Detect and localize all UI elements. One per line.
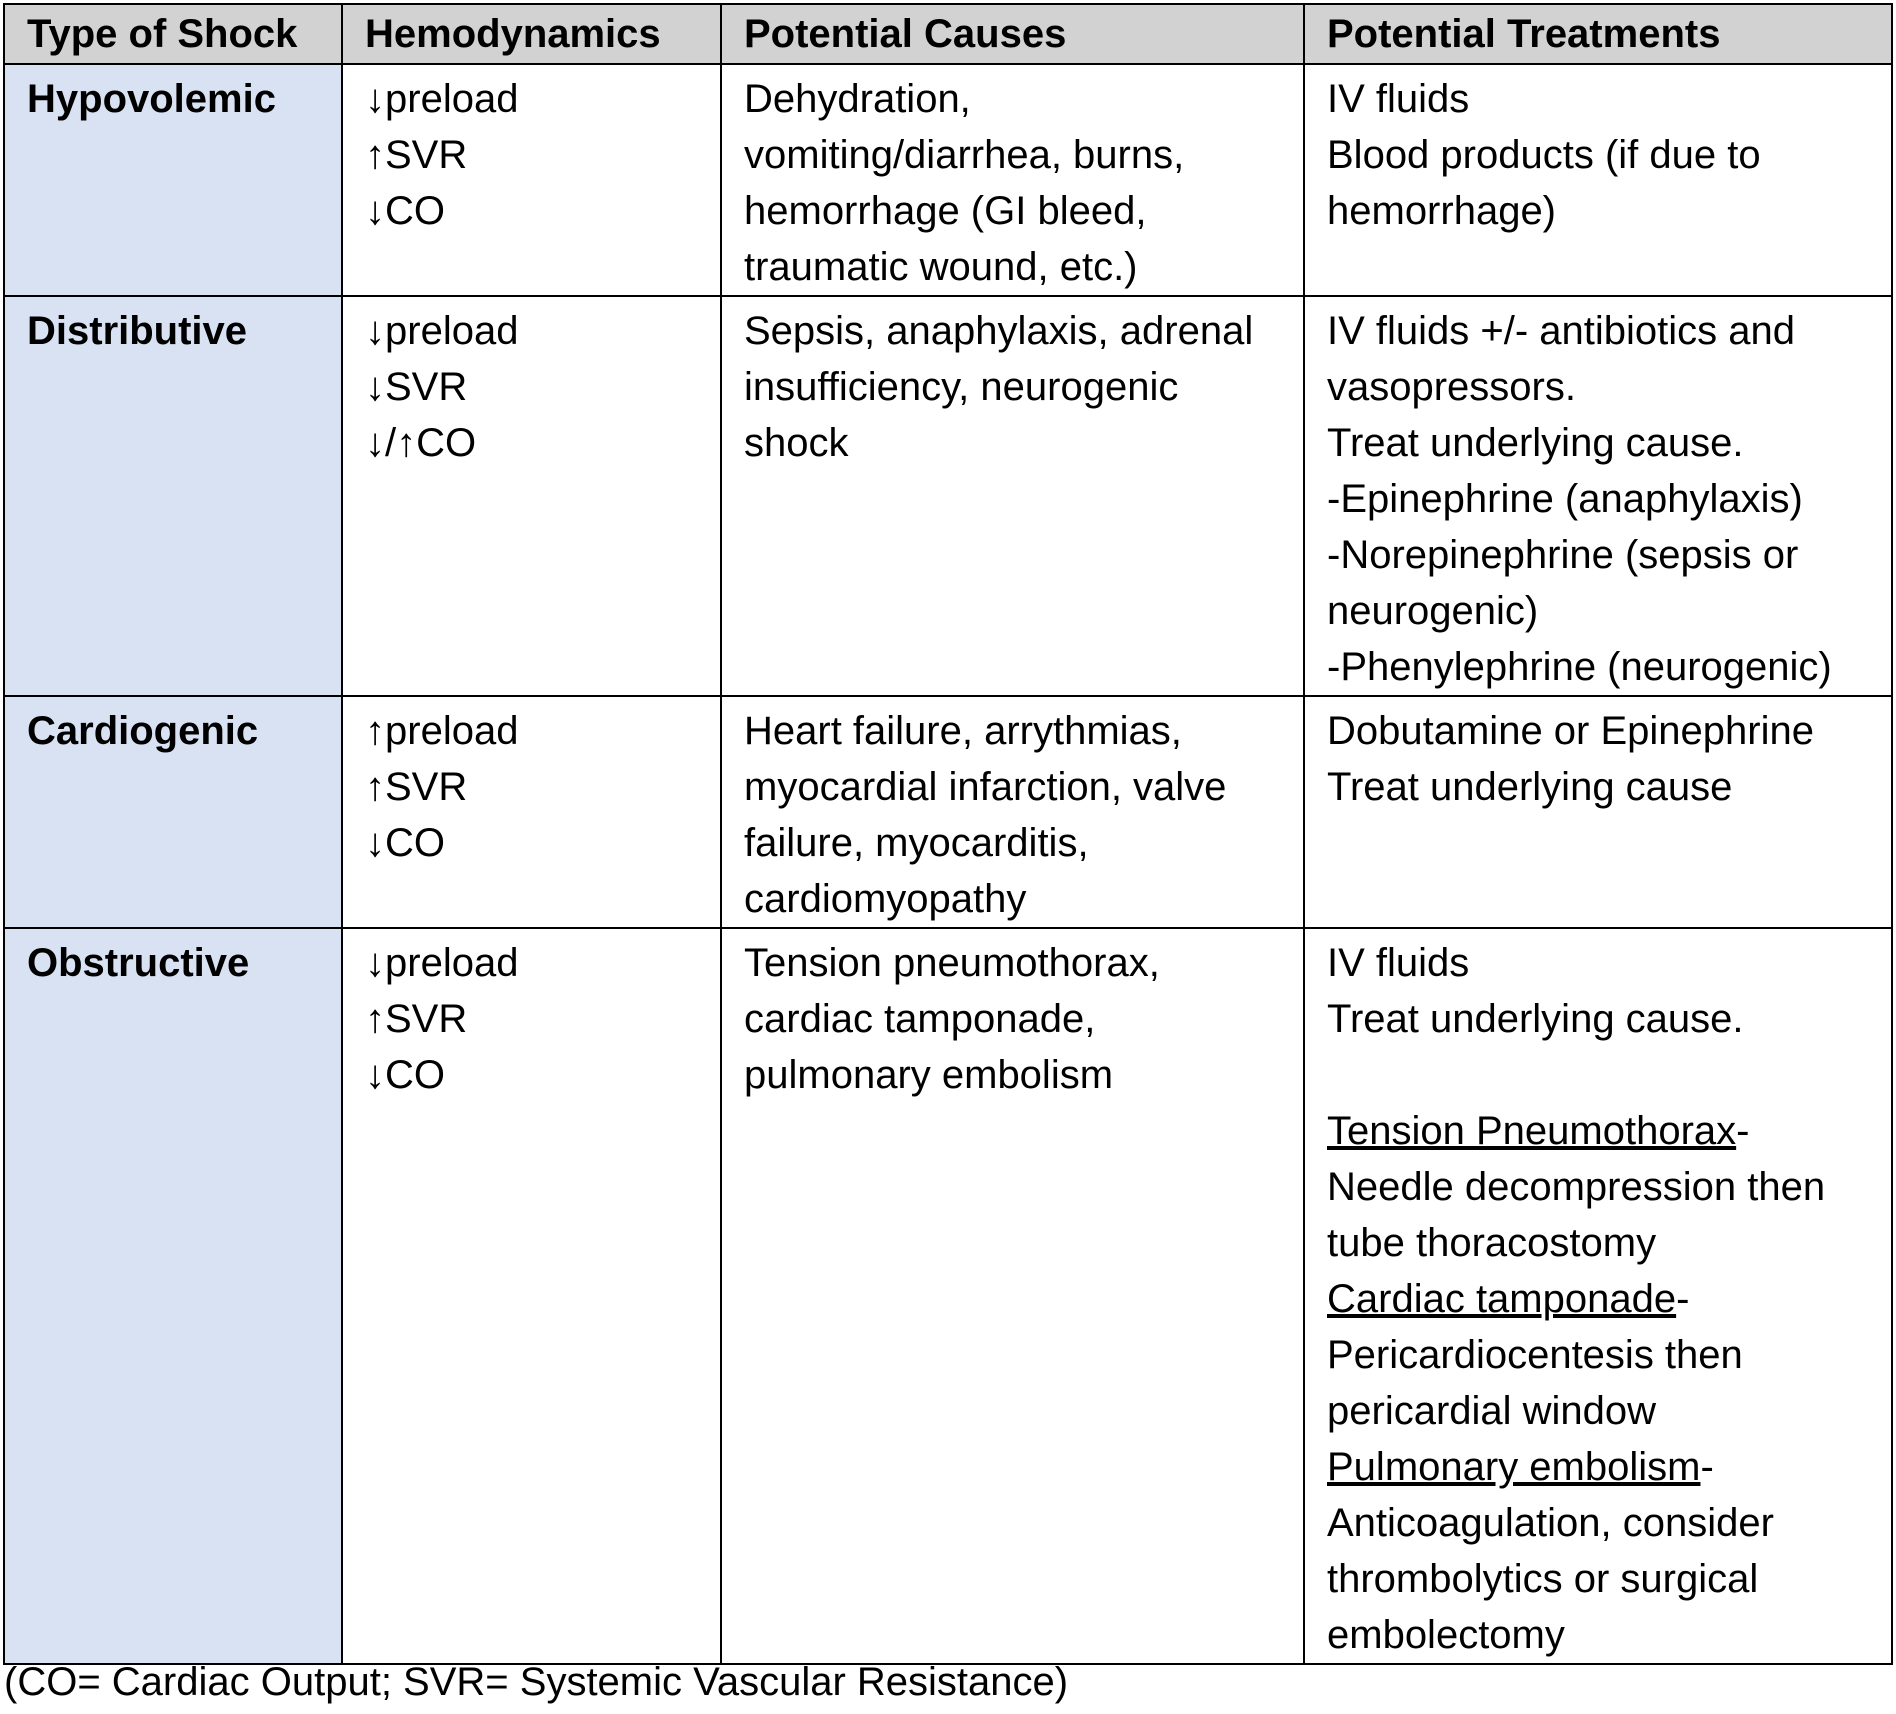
treatment-line: Dobutamine or Epinephrine [1327, 709, 1814, 753]
cause-line: cardiac tamponade, [744, 997, 1096, 1041]
hemodynamics-cell [342, 928, 721, 1664]
treatment-line: neurogenic) [1327, 589, 1539, 633]
treatment-line: -Norepinephrine (sepsis or [1327, 533, 1799, 577]
table-row-distributive [4, 296, 1892, 696]
treatment-line: -Epinephrine (anaphylaxis) [1327, 477, 1803, 521]
treatment-line: pericardial window [1327, 1389, 1657, 1433]
hemo-line: ↓CO [365, 189, 445, 233]
header-potential-causes: Potential Causes [721, 4, 1304, 64]
hemodynamics-cell [342, 296, 721, 696]
treatment-line: IV fluids [1327, 941, 1470, 985]
cause-line: Heart failure, arrythmias, [744, 709, 1182, 753]
cause-line: myocardial infarction, valve [744, 765, 1227, 809]
treatment-line: vasopressors. [1327, 365, 1576, 409]
hemo-line: ↑SVR [365, 133, 468, 177]
cause-line: shock [744, 421, 849, 465]
treatment-line: IV fluids +/- antibiotics and [1327, 309, 1796, 353]
causes-cell [721, 928, 1304, 1664]
causes-cell [721, 296, 1304, 696]
treatment-line: -Phenylephrine (neurogenic) [1327, 645, 1832, 689]
hemo-line: ↑SVR [365, 765, 468, 809]
treatment-term-line: Cardiac tamponade- [1327, 1277, 1690, 1321]
header-row [4, 4, 1892, 64]
hemo-line: ↑preload [365, 709, 519, 753]
treatments-cell [1304, 928, 1892, 1664]
treatment-line: Treat underlying cause [1327, 765, 1733, 809]
table-row-obstructive [4, 928, 1892, 1664]
cause-line: Tension pneumothorax, [744, 941, 1160, 985]
treatment-line: Treat underlying cause. [1327, 421, 1744, 465]
footnote: (CO= Cardiac Output; SVR= Systemic Vascular Resistance) [4, 1660, 1069, 1704]
header-potential-treatments: Potential Treatments [1304, 4, 1892, 64]
shock-type-cell: Cardiogenic [4, 696, 342, 928]
cause-line: Sepsis, anaphylaxis, adrenal [744, 309, 1254, 353]
treatment-term: Pulmonary embolism [1327, 1445, 1701, 1489]
treatment-term: Cardiac tamponade [1327, 1277, 1677, 1321]
hemo-line: ↓SVR [365, 365, 468, 409]
treatment-line: Anticoagulation, consider [1327, 1501, 1774, 1545]
causes-cell [721, 696, 1304, 928]
blank-line [1327, 1047, 1881, 1103]
treatment-term: Tension Pneumothorax [1327, 1109, 1737, 1153]
treatment-line: IV fluids [1327, 77, 1470, 121]
cause-line: Dehydration, [744, 77, 971, 121]
shock-type-cell: Obstructive [4, 928, 342, 1664]
cause-line: failure, myocarditis, [744, 821, 1089, 865]
hemodynamics-cell [342, 696, 721, 928]
header-type-of-shock: Type of Shock [4, 4, 342, 64]
shock-type-cell: Distributive [4, 296, 342, 696]
causes-cell [721, 64, 1304, 296]
hemo-line: ↓preload [365, 77, 519, 121]
header-hemodynamics: Hemodynamics [342, 4, 721, 64]
treatment-line: tube thoracostomy [1327, 1221, 1657, 1265]
hemo-line: ↓preload [365, 941, 519, 985]
treatment-line: Treat underlying cause. [1327, 997, 1744, 1041]
treatments-cell [1304, 296, 1892, 696]
hemo-line: ↓preload [365, 309, 519, 353]
cause-line: hemorrhage (GI bleed, [744, 189, 1147, 233]
treatment-line: Pericardiocentesis then [1327, 1333, 1743, 1377]
cause-line: traumatic wound, etc.) [744, 245, 1138, 289]
table-row-cardiogenic [4, 696, 1892, 928]
shock-table [3, 3, 1893, 1665]
cause-line: cardiomyopathy [744, 877, 1027, 921]
treatments-cell [1304, 696, 1892, 928]
hemo-line: ↓/↑CO [365, 421, 477, 465]
treatment-line: Blood products (if due to [1327, 133, 1761, 177]
cause-line: pulmonary embolism [744, 1053, 1114, 1097]
hemo-line: ↓CO [365, 1053, 445, 1097]
treatment-line: embolectomy [1327, 1613, 1565, 1657]
treatment-line: Needle decompression then [1327, 1165, 1826, 1209]
hemo-line: ↑SVR [365, 997, 468, 1041]
treatment-line: thrombolytics or surgical [1327, 1557, 1759, 1601]
hemodynamics-cell [342, 64, 721, 296]
cause-line: vomiting/diarrhea, burns, [744, 133, 1185, 177]
shock-type-cell: Hypovolemic [4, 64, 342, 296]
hemo-line: ↓CO [365, 821, 445, 865]
treatments-cell [1304, 64, 1892, 296]
cause-line: insufficiency, neurogenic [744, 365, 1179, 409]
table-row-hypovolemic [4, 64, 1892, 296]
treatment-line: hemorrhage) [1327, 189, 1557, 233]
treatment-term-line: Tension Pneumothorax- [1327, 1109, 1750, 1153]
treatment-term-line: Pulmonary embolism- [1327, 1445, 1714, 1489]
